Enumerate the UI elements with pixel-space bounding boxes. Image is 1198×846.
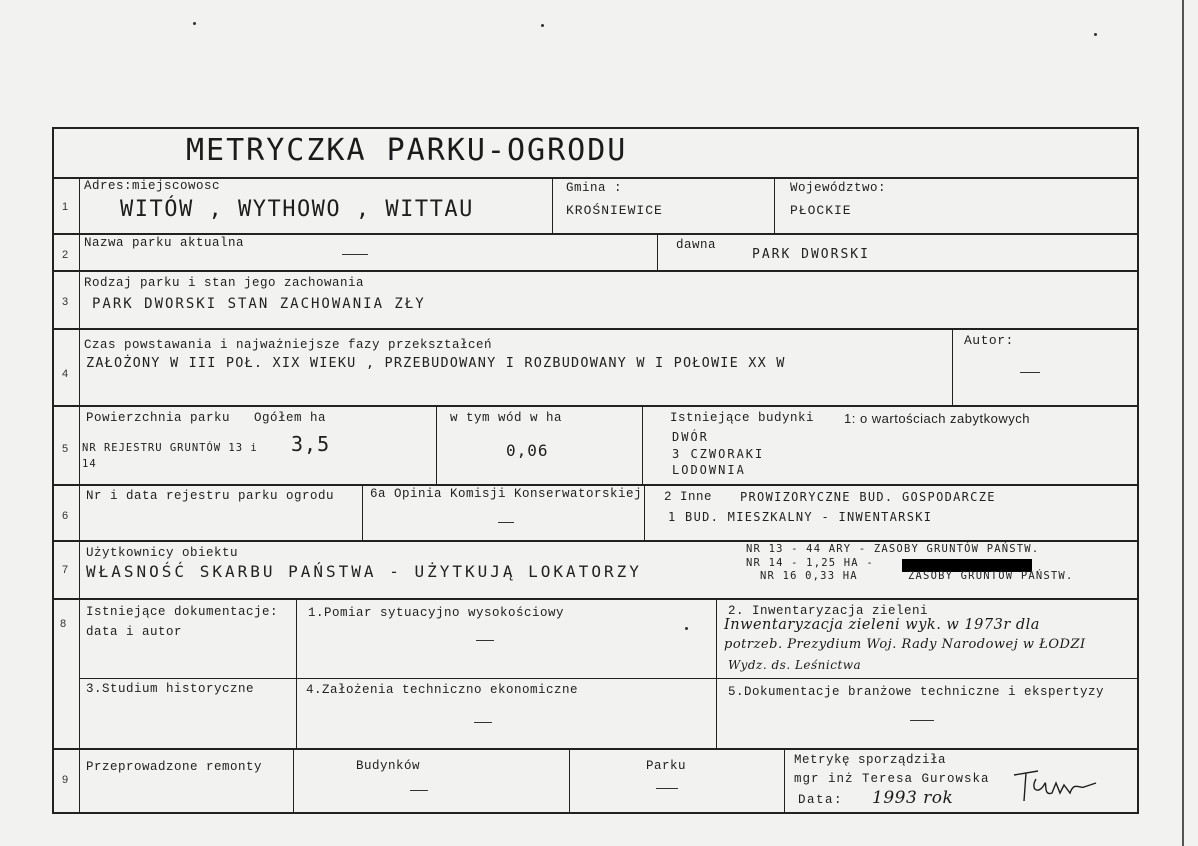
scan-edge bbox=[1182, 0, 1184, 846]
row-divider bbox=[52, 270, 1139, 272]
land-lot-item: NR 16 0,33 HA bbox=[760, 570, 858, 582]
cell-divider bbox=[644, 484, 645, 540]
water-area-label: w tym wód w ha bbox=[450, 411, 563, 425]
area-label: Powierzchnia parku bbox=[86, 411, 231, 425]
author-label: Autor: bbox=[964, 333, 1014, 348]
repairs-park-value bbox=[656, 788, 678, 789]
cell-divider bbox=[362, 484, 363, 540]
row-divider bbox=[52, 484, 1139, 486]
address-label: Adres:miejscowosc bbox=[84, 179, 221, 193]
park-type-value: PARK DWORSKI STAN ZACHOWANIA ZŁY bbox=[92, 296, 426, 312]
water-area-value: 0,06 bbox=[506, 441, 549, 460]
row-number: 7 bbox=[62, 564, 69, 576]
users-value: WŁASNOŚĆ SKARBU PAŃSTWA - UŻYTKUJĄ LOKATORZY bbox=[86, 562, 642, 581]
prepared-by-value: mgr inż Teresa Gurowska bbox=[794, 772, 990, 786]
row-number: 3 bbox=[62, 296, 69, 308]
history-phases-label: Czas powstawania i najważniejsze fazy przekształceń bbox=[84, 338, 493, 352]
former-name-value: PARK DWORSKI bbox=[752, 247, 870, 262]
inventory-line: Inwentaryzacja zieleni wyk. w 1973r dla bbox=[724, 617, 1040, 633]
row-divider bbox=[52, 233, 1139, 235]
date-value: 1993 rok bbox=[872, 788, 954, 808]
technical-principles-label: 4.Założenia techniczno ekonomiczne bbox=[306, 683, 579, 697]
scan-speck bbox=[541, 24, 544, 27]
existing-buildings-label: Istniejące budynki bbox=[670, 411, 815, 425]
park-name-label: Nazwa parku aktualna bbox=[84, 236, 245, 250]
author-value bbox=[1020, 372, 1040, 373]
cell-divider bbox=[774, 177, 775, 233]
conservation-opinion-label: 6a Opinia Komisji Konserwatorskiej bbox=[370, 487, 643, 501]
cell-divider bbox=[716, 598, 717, 748]
row-number: 1 bbox=[62, 201, 69, 213]
repairs-park-label: Parku bbox=[646, 759, 687, 773]
park-type-label: Rodzaj parku i stan jego zachowania bbox=[84, 276, 365, 290]
cell-divider bbox=[784, 748, 785, 814]
land-register-value: NR REJESTRU GRUNTÓW 13 i 14 bbox=[82, 442, 258, 470]
building-item: LODOWNIA bbox=[672, 463, 746, 477]
total-area-label: Ogółem ha bbox=[254, 411, 327, 425]
cell-divider bbox=[293, 748, 294, 814]
prepared-by-label: Metrykę sporządziła bbox=[794, 753, 947, 767]
cell-divider bbox=[552, 177, 553, 233]
other-building-item: PROWIZORYCZNE BUD. GOSPODARCZE bbox=[740, 490, 996, 504]
row-number: 9 bbox=[62, 774, 69, 786]
row-number: 8 bbox=[60, 618, 67, 630]
inventory-line: potrzeb. Prezydium Woj. Rady Narodowej w ŁODZI bbox=[724, 637, 1086, 652]
land-lot-item: NR 14 - 1,25 HA - bbox=[746, 557, 874, 569]
history-phases-value: ZAŁOŻONY W III POŁ. XIX WIEKU , PRZEBUDOWANY I ROZBUDOWANY W I POŁOWIE XX W bbox=[86, 355, 786, 371]
other-building-item: 1 BUD. MIESZKALNY - INWENTARSKI bbox=[668, 510, 933, 524]
cell-divider bbox=[657, 233, 658, 270]
repairs-buildings-value bbox=[410, 790, 428, 791]
gmina-value: KROŚNIEWICE bbox=[566, 203, 663, 218]
documentation-sublabel: data i autor bbox=[86, 625, 183, 639]
users-label: Użytkownicy obiektu bbox=[86, 546, 239, 560]
row-number: 6 bbox=[62, 510, 69, 522]
voivodeship-value: PŁOCKIE bbox=[790, 203, 852, 218]
row-number: 4 bbox=[62, 368, 69, 380]
voivodeship-label: Województwo: bbox=[790, 181, 887, 195]
repairs-buildings-label: Budynków bbox=[356, 759, 421, 773]
row-divider bbox=[52, 328, 1139, 330]
technical-principles-value bbox=[474, 722, 492, 723]
row-divider bbox=[52, 748, 1139, 750]
address-value: WITÓW , WYTHOWO , WITTAU bbox=[120, 197, 474, 222]
building-item: DWÓR bbox=[672, 430, 709, 444]
other-buildings-label: 2 Inne bbox=[664, 490, 713, 504]
scan-speck bbox=[193, 22, 196, 25]
row-divider bbox=[52, 540, 1139, 542]
branch-documentation-label: 5.Dokumentacje branżowe techniczne i ekspertyzy bbox=[728, 685, 1105, 699]
total-area-value: 3,5 bbox=[291, 432, 331, 456]
row-number: 2 bbox=[62, 249, 69, 261]
number-column-divider bbox=[79, 177, 80, 814]
document-title: METRYCZKA PARKU-OGRODU bbox=[186, 133, 628, 168]
row-divider bbox=[80, 678, 1139, 679]
cell-divider bbox=[952, 328, 953, 405]
land-lot-item: NR 13 - 44 ARY - ZASOBY GRUNTÓW PAŃSTW. bbox=[746, 543, 1040, 555]
cell-divider bbox=[569, 748, 570, 814]
scan-speck bbox=[1094, 33, 1097, 36]
conservation-opinion-value bbox=[498, 522, 514, 523]
row-divider bbox=[52, 598, 1139, 600]
former-name-label: dawna bbox=[676, 238, 717, 252]
signature-mark bbox=[1008, 765, 1108, 805]
gmina-label: Gmina : bbox=[566, 181, 623, 195]
land-lot-item: ZASOBY GRUNTÓW PAŃSTW. bbox=[908, 570, 1074, 582]
heritage-buildings-label: 1: o wartościach zabytkowych bbox=[844, 411, 1030, 426]
repairs-label: Przeprowadzone remonty bbox=[86, 760, 263, 774]
date-label: Data: bbox=[798, 793, 844, 807]
survey-value bbox=[476, 640, 494, 641]
cell-divider bbox=[296, 598, 297, 748]
historical-study-label: 3.Studium historyczne bbox=[86, 682, 255, 696]
inventory-label: 2. Inwentaryzacja zieleni bbox=[728, 604, 929, 618]
park-name-value bbox=[342, 254, 368, 255]
survey-label: 1.Pomiar sytuacyjno wysokościowy bbox=[308, 606, 565, 620]
row-number: 5 bbox=[62, 443, 69, 455]
row-divider bbox=[52, 405, 1139, 407]
inventory-line: Wydz. ds. Leśnictwa bbox=[728, 658, 862, 672]
building-item: 3 CZWORAKI bbox=[672, 447, 765, 461]
park-register-label: Nr i data rejestru parku ogrodu bbox=[86, 489, 335, 503]
documentation-label: Istniejące dokumentacje: bbox=[86, 605, 279, 619]
cell-divider bbox=[436, 405, 437, 484]
cell-divider bbox=[642, 405, 643, 484]
branch-documentation-value bbox=[910, 720, 934, 721]
